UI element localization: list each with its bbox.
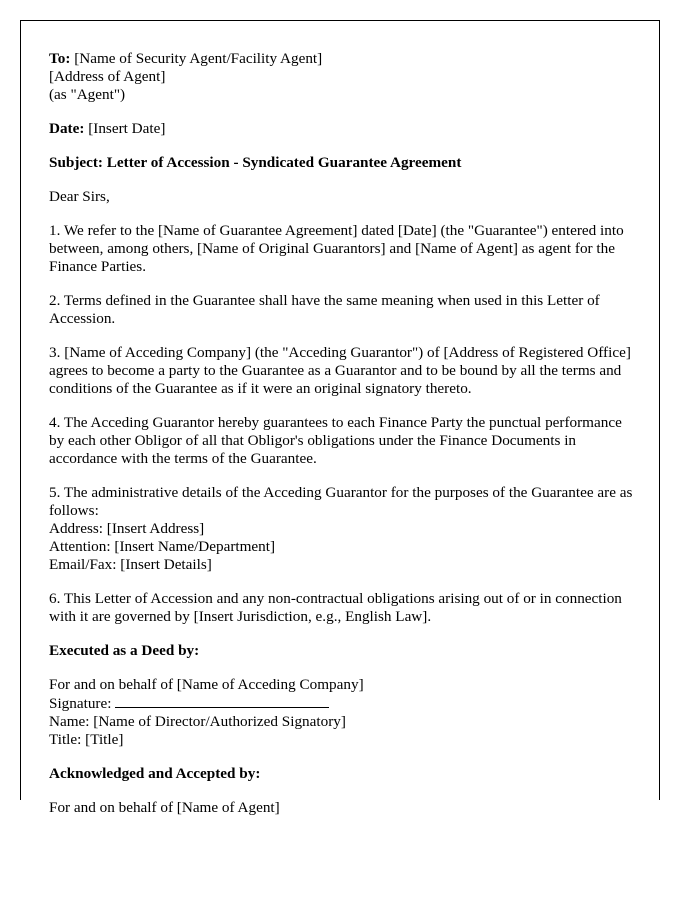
to-label: To: bbox=[49, 50, 71, 67]
to-value: [Name of Security Agent/Facility Agent] bbox=[74, 50, 323, 67]
recipient-line bbox=[49, 50, 639, 68]
governing-law-paragraph: 6. This Letter of Accession and any non-contractual obligations arising out of or in connection with it are governed by [Insert Jurisdiction, e.g., English Law]. bbox=[49, 590, 622, 625]
paragraph-3: 3. [Name of Acceding Company] (the "Acceding Guarantor") of [Address of Registered Office] agrees to become a party to the Guarantee as a Guarantor and to be bound by all the terms and conditions of the Guarantee as if it were an original signatory thereto. bbox=[49, 344, 631, 397]
acknowledgement-on-behalf: For and on behalf of [Name of Agent] bbox=[49, 799, 280, 816]
signatory-name: Name: [Name of Director/Authorized Signatory] bbox=[49, 713, 346, 730]
acknowledgement-heading: Acknowledged and Accepted by: bbox=[49, 765, 261, 782]
date-label: Date: bbox=[49, 120, 85, 137]
subject-line: Subject: Letter of Accession - Syndicated Guarantee Agreement bbox=[49, 154, 462, 171]
admin-attention: Attention: [Insert Name/Department] bbox=[49, 538, 276, 555]
execution-signature-block bbox=[49, 676, 639, 749]
admin-email-fax: Email/Fax: [Insert Details] bbox=[49, 556, 212, 573]
agent-designation: (as "Agent") bbox=[49, 86, 126, 103]
recipient-block bbox=[49, 50, 639, 104]
admin-intro: 5. The administrative details of the Acceding Guarantor for the purposes of the Guarantee are as follows: bbox=[49, 484, 633, 519]
date-block bbox=[49, 120, 639, 138]
paragraph-1: 1. We refer to the [Name of Guarantee Agreement] dated [Date] (the "Guarantee") entered into between, among others, [Name of Original Guarantors] and [Name of Agent] as agent for the Finance Parties. bbox=[49, 222, 624, 275]
date-value: [Insert Date] bbox=[88, 120, 166, 137]
agent-address: [Address of Agent] bbox=[49, 68, 166, 85]
paragraph-2: 2. Terms defined in the Guarantee shall have the same meaning when used in this Letter of Accession. bbox=[49, 292, 600, 327]
execution-heading: Executed as a Deed by: bbox=[49, 642, 200, 659]
signatory-title: Title: [Title] bbox=[49, 731, 124, 748]
admin-address: Address: [Insert Address] bbox=[49, 520, 205, 537]
letter-page bbox=[20, 20, 660, 816]
admin-details-block bbox=[49, 484, 639, 574]
signature-line bbox=[115, 694, 329, 708]
paragraph-4: 4. The Acceding Guarantor hereby guarantees to each Finance Party the punctual performance by each other Obligor of all that Obligor's obligations under the Finance Documents in accordance with the terms of the Guarantee. bbox=[49, 414, 622, 467]
letter-content bbox=[49, 50, 639, 833]
acknowledgement-block bbox=[49, 799, 639, 817]
execution-on-behalf: For and on behalf of [Name of Acceding Company] bbox=[49, 676, 364, 693]
salutation: Dear Sirs, bbox=[49, 188, 110, 205]
signature-label: Signature: bbox=[49, 695, 112, 712]
